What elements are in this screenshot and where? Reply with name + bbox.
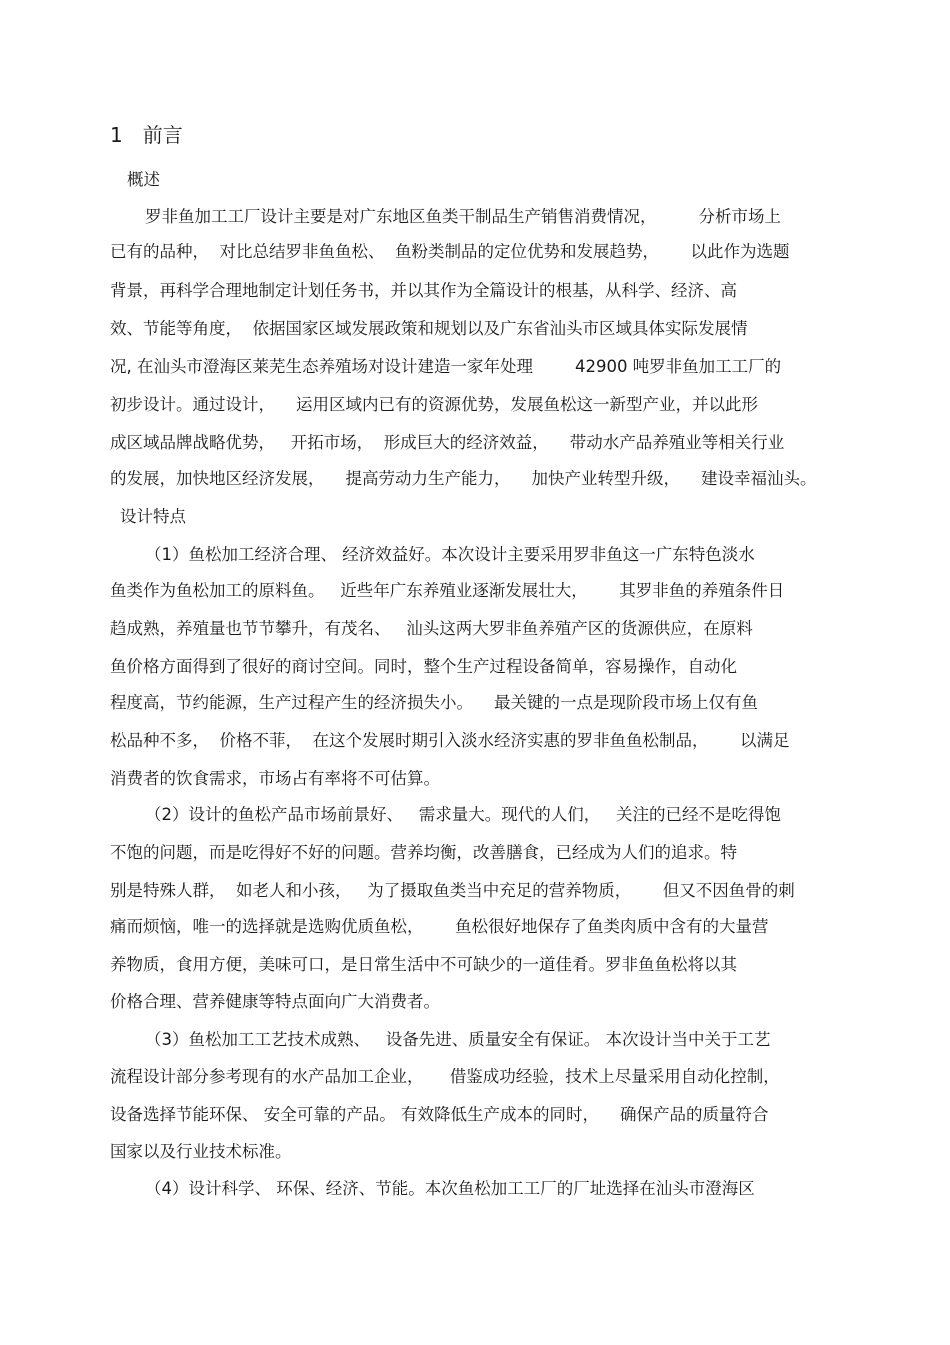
text-line: 松品种不多， 价格不菲， 在这个发展时期引入淡水经济实惠的罗非鱼鱼松制品， 以满足 bbox=[110, 731, 790, 750]
text-line: 已有的品种， 对比总结罗非鱼鱼松、 鱼粉类制品的定位优势和发展趋势， 以此作为选题 bbox=[110, 242, 790, 261]
text-line: 不饱的问题，而是吃得好不好的问题。营养均衡，改善膳食，已经成为人们的追求。特 bbox=[110, 843, 737, 862]
text-line: 况, 在汕头市澄海区莱芜生态养殖场对设计建造一家年处理 42900 吨罗非鱼加工工厂的 bbox=[110, 357, 782, 376]
section-title: 前言 bbox=[142, 123, 183, 147]
text-line: 养物质，食用方便，美味可口，是日常生活中不可缺少的一道佳肴。罗非鱼鱼松将以其 bbox=[110, 955, 737, 974]
text-line: 设计特点 bbox=[120, 507, 186, 526]
section-heading bbox=[110, 120, 183, 150]
text-line: 概述 bbox=[127, 170, 160, 189]
text-line: 流程设计部分参考现有的水产品加工企业， 借鉴成功经验，技术上尽量采用自动化控制， bbox=[110, 1067, 780, 1086]
text-line: 初步设计。通过设计， 运用区域内已有的资源优势，发展鱼松这一新型产业，并以此形 bbox=[110, 395, 758, 414]
text-line: 鱼价格方面得到了很好的商讨空间。同时，整个生产过程设备简单，容易操作，自动化 bbox=[110, 657, 737, 676]
text-line: 设备选择节能环保、 安全可靠的产品。 有效降低生产成本的同时， 确保产品的质量符合 bbox=[110, 1105, 769, 1124]
text-line: 消费者的饮食需求，市场占有率将不可估算。 bbox=[110, 769, 440, 788]
text-line: 痛而烦恼，唯一的选择就是选购优质鱼松， 鱼松很好地保存了鱼类肉质中含有的大量营 bbox=[110, 917, 769, 936]
text-line: 背景，再科学合理地制定计划任务书，并以其作为全篇设计的根基，从科学、经济、高 bbox=[110, 281, 737, 300]
text-line: （1）鱼松加工经济合理、 经济效益好。本次设计主要采用罗非鱼这一广东特色淡水 bbox=[145, 545, 755, 564]
text-line: 国家以及行业技术标准。 bbox=[110, 1142, 292, 1161]
text-line: 效、节能等角度， 依据国家区域发展政策和规划以及广东省汕头市区域具体实际发展情 bbox=[110, 319, 748, 338]
text-line: （2）设计的鱼松产品市场前景好、 需求量大。现代的人们， 关注的已经不是吃得饱 bbox=[145, 805, 781, 824]
text-line: （3）鱼松加工工艺技术成熟、 设备先进、质量安全有保证。 本次设计当中关于工艺 bbox=[145, 1030, 771, 1049]
text-line: 罗非鱼加工工厂设计主要是对广东地区鱼类干制品生产销售消费情况， 分析市场上 bbox=[145, 207, 781, 226]
text-line: 鱼类作为鱼松加工的原料鱼。 近些年广东养殖业逐渐发展壮大， 其罗非鱼的养殖条件日 bbox=[110, 581, 785, 600]
text-line: 价格合理、营养健康等特点面向广大消费者。 bbox=[110, 992, 440, 1011]
text-line: 趋成熟，养殖量也节节攀升，有茂名、 汕头这两大罗非鱼养殖产区的货源供应，在原料 bbox=[110, 619, 753, 638]
text-line: 程度高，节约能源，生产过程产生的经济损失小。 最关键的一点是现阶段市场上仅有鱼 bbox=[110, 693, 758, 712]
text-line: 别是特殊人群， 如老人和小孩， 为了摄取鱼类当中充足的营养物质， 但又不因鱼骨的刺 bbox=[110, 881, 795, 900]
section-number: 1 bbox=[110, 123, 123, 147]
text-line: 的发展，加快地区经济发展， 提高劳动力生产能力， 加快产业转型升级， 建设幸福汕头。 bbox=[110, 469, 817, 488]
text-line: 成区域品牌战略优势， 开拓市场， 形成巨大的经济效益， 带动水产品养殖业等相关行业 bbox=[110, 433, 785, 452]
text-line: （4）设计科学、 环保、经济、节能。本次鱼松加工工厂的厂址选择在汕头市澄海区 bbox=[145, 1179, 755, 1198]
